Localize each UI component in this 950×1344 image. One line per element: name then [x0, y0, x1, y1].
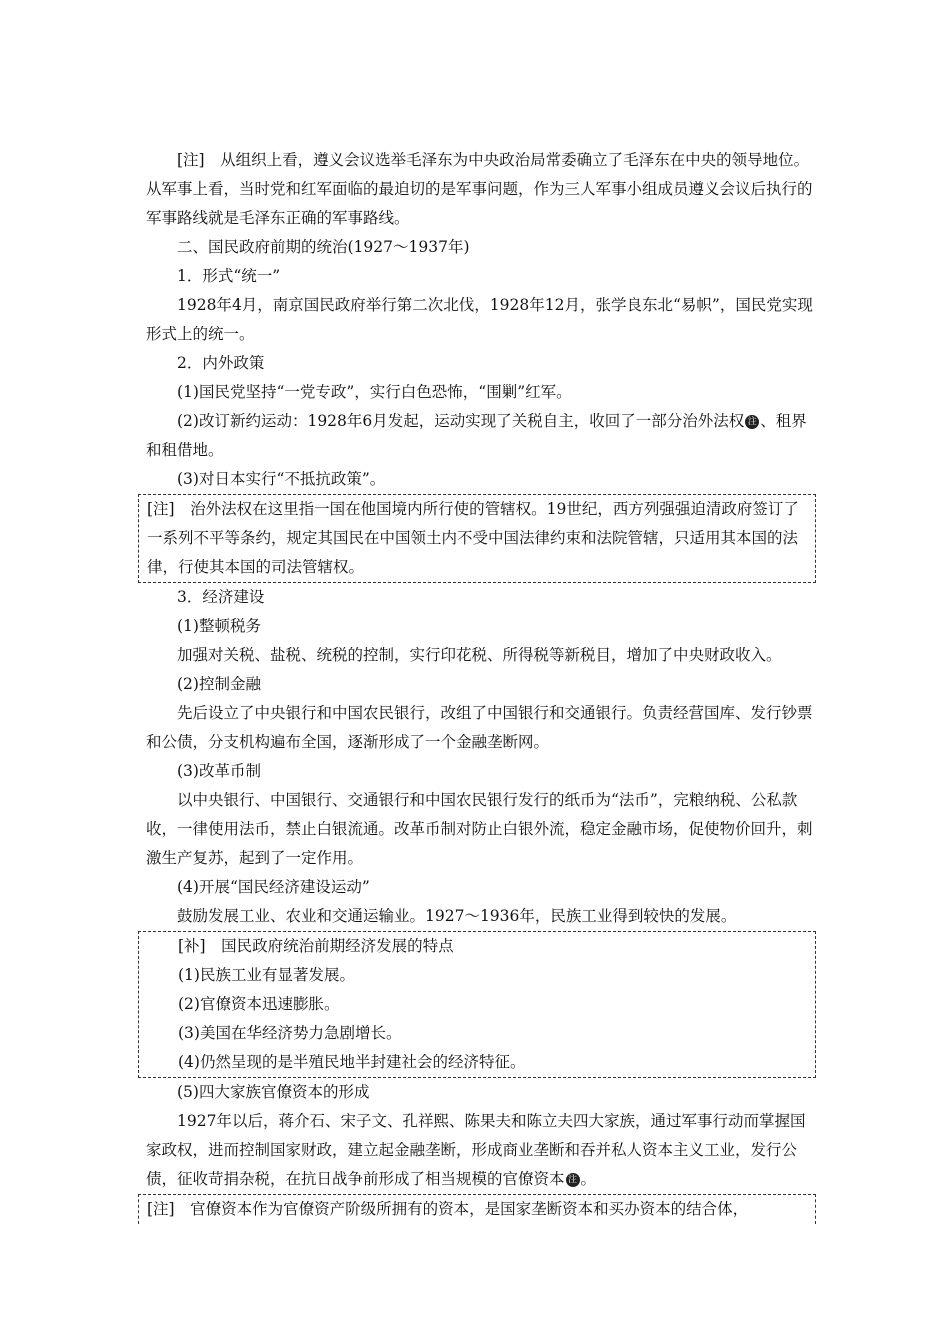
economy-families-body: 1927年以后，蒋介石、宋子文、孔祥熙、陈果夫和陈立夫四大家族，通过军事行动而掌握国家政权，进而控制国家财政，建立起金融垄断，形成商业垄断和吞并私人资本主义工业，发行公债，征收苛捐杂税，在抗日战争前形成了相当规模的官僚资本: [146, 1112, 806, 1188]
supplement-title: [补] 国民政府统治前期经济发展的特点: [178, 937, 454, 955]
section-heading-2: 二、国民政府前期的统治(1927～1937年): [177, 238, 470, 256]
paragraph-unity: 1928年4月，南京国民政府举行第二次北伐，1928年12月，张学良东北“易帜”，国民党实现形式上的统一。: [146, 296, 813, 343]
economy-campaign-text: 鼓励发展工业、农业和交通运输业。1927～1936年，民族工业得到较快的发展。: [177, 907, 737, 925]
policy-item-2-text: (2)改订新约运动：1928年6月发起，运动实现了关税自主，收回了一部分治外法权: [177, 412, 745, 430]
supplement-item: (3)美国在华经济势力急剧增长。: [178, 1024, 402, 1042]
supplement-item: (4)仍然呈现的是半殖民地半封建社会的经济特征。: [178, 1053, 526, 1071]
economy-finance-heading: (2)控制金融: [177, 675, 261, 693]
document-body: [146, 146, 816, 1224]
note-marker-icon: 注: [745, 415, 759, 429]
economy-finance-text: 先后设立了中央银行和中国农民银行，改组了中国银行和交通银行。负责经营国库、发行钞票和公债，分支机构遍布全国，逐渐形成了一个金融垄断网。: [146, 704, 813, 751]
economy-families-heading: (5)四大家族官僚资本的形成: [177, 1083, 370, 1101]
supplement-item: (1)民族工业有显著发展。: [178, 966, 355, 984]
supplement-box-economy: [138, 931, 816, 1078]
subheading-economy: 3．经济建设: [177, 588, 265, 606]
policy-item-2: [146, 407, 816, 465]
economy-families-tail: 。: [580, 1170, 597, 1188]
economy-currency-heading: (3)改革币制: [177, 762, 261, 780]
economy-families-text: [146, 1107, 816, 1194]
policy-item-3: (3)对日本实行“不抵抗政策”。: [177, 470, 386, 488]
note-box-bureaucratic-capital: [138, 1194, 816, 1224]
note-box-extraterritoriality: [138, 494, 816, 583]
supplement-item: (2)官僚资本迅速膨胀。: [178, 995, 340, 1013]
note-zunyi: [注] 从组织上看，遵义会议选举毛泽东为中央政治局常委确立了毛泽东在中央的领导地位。从军事上看，当时党和红军面临的最迫切的是军事问题，作为三人军事小组成员遵义会议后执行的军事路线就是毛泽东正确的军事路线。: [146, 151, 813, 227]
subheading-policies: 2．内外政策: [177, 354, 265, 372]
note-marker-icon: 注: [566, 1173, 580, 1187]
policy-item-2-tail: 、租界和租借地。: [146, 412, 807, 459]
economy-tax-text: 加强对关税、盐税、统税的控制，实行印花税、所得税等新税目，增加了中央财政收入。: [177, 646, 782, 664]
economy-tax-heading: (1)整顿税务: [177, 617, 261, 635]
economy-currency-text: 以中央银行、中国银行、交通银行和中国农民银行发行的纸币为“法币”，完粮纳税、公私款收，一律使用法币，禁止白银流通。改革币制对防止白银外流，稳定金融市场，促使物价回升，刺激生产复苏，起到了一定作用。: [146, 791, 813, 867]
subheading-form-unity: 1．形式“统一”: [177, 267, 281, 285]
economy-campaign-heading: (4)开展“国民经济建设运动”: [177, 878, 370, 896]
note-bureaucratic-capital: [注] 官僚资本作为官僚资产阶级所拥有的资本，是国家垄断资本和买办资本的结合体，: [147, 1200, 749, 1218]
policy-item-1: (1)国民党坚持“一党专政”，实行白色恐怖，“围剿”红军。: [177, 383, 572, 401]
note-extraterritoriality: [注] 治外法权在这里指一国在他国境内所行使的管辖权。19世纪，西方列强强迫清政府签订了一系列不平等条约，规定其国民在中国领土内不受中国法律约束和法院管辖，只适用其本国的法律，行使其本国的司法管辖权。: [147, 500, 799, 576]
